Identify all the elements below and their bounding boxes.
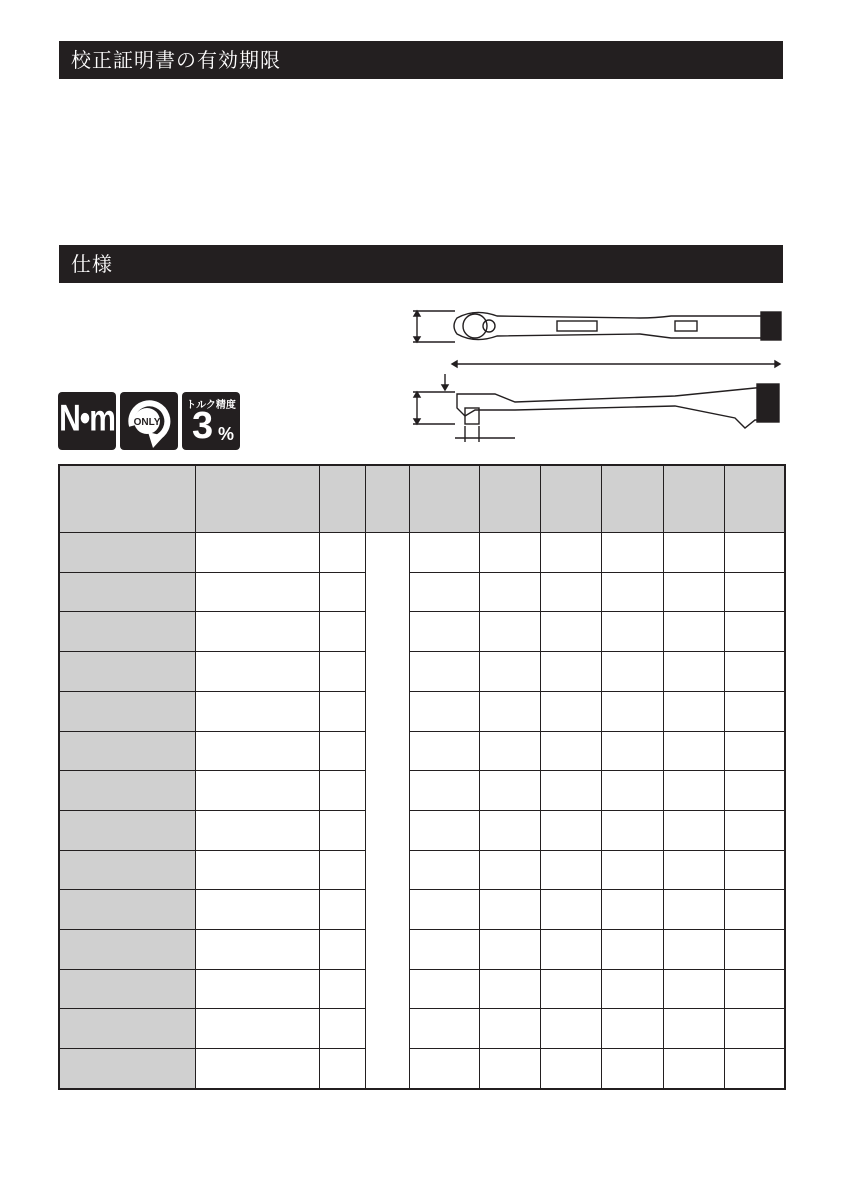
table-row (59, 850, 785, 890)
table-cell (540, 930, 601, 970)
model-cell (59, 969, 195, 1009)
table-cell (724, 533, 785, 573)
table-cell (479, 731, 540, 771)
table-cell (479, 612, 540, 652)
wrench-top-view (413, 311, 781, 367)
table-cell (601, 691, 663, 731)
table-row (59, 1009, 785, 1049)
table-cell (195, 969, 319, 1009)
table-cell (479, 890, 540, 930)
table-cell (601, 771, 663, 811)
table-cell (479, 810, 540, 850)
header-cell (479, 465, 540, 533)
table-cell (724, 890, 785, 930)
table-cell (319, 969, 365, 1009)
table-cell (319, 612, 365, 652)
model-cell (59, 1049, 195, 1089)
table-cell (195, 850, 319, 890)
table-cell (319, 731, 365, 771)
model-cell (59, 691, 195, 731)
table-cell (601, 890, 663, 930)
nm-unit-label: N•m (59, 397, 115, 439)
table-row (59, 890, 785, 930)
torque-accuracy-unit: % (218, 424, 235, 444)
table-cell (319, 1009, 365, 1049)
nm-unit-icon (58, 392, 116, 450)
table-row (59, 810, 785, 850)
table-cell (195, 810, 319, 850)
table-cell (540, 691, 601, 731)
table-cell (663, 969, 724, 1009)
table-cell (540, 850, 601, 890)
model-cell (59, 930, 195, 970)
clockwise-arrow-icon (120, 392, 178, 450)
table-row (59, 533, 785, 573)
table-cell (540, 612, 601, 652)
torque-accuracy-icon (182, 392, 240, 450)
table-cell (409, 930, 479, 970)
table-row (59, 1049, 785, 1089)
table-cell (540, 652, 601, 692)
table-cell (724, 771, 785, 811)
table-cell (409, 731, 479, 771)
table-cell (601, 612, 663, 652)
specifications-table (58, 464, 786, 1090)
table-cell (663, 691, 724, 731)
table-cell (663, 850, 724, 890)
table-row (59, 612, 785, 652)
table-cell (601, 850, 663, 890)
torque-accuracy-value: 3 (192, 405, 214, 447)
table-cell (724, 969, 785, 1009)
table-cell (601, 652, 663, 692)
table-cell (601, 810, 663, 850)
section-title-calibration-validity: 校正証明書の有効期限 (59, 41, 783, 79)
table-row (59, 930, 785, 970)
header-cell (365, 465, 409, 533)
table-cell (601, 1009, 663, 1049)
table-cell (601, 969, 663, 1009)
table-cell (195, 930, 319, 970)
table-cell (195, 691, 319, 731)
header-cell (663, 465, 724, 533)
header-cell (540, 465, 601, 533)
table-cell (663, 771, 724, 811)
table-cell (195, 533, 319, 573)
table-cell (724, 810, 785, 850)
table-cell (540, 890, 601, 930)
table-cell (479, 930, 540, 970)
table-cell (409, 652, 479, 692)
model-cell (59, 850, 195, 890)
table-row (59, 691, 785, 731)
table-cell (409, 850, 479, 890)
table-cell (663, 612, 724, 652)
table-row (59, 771, 785, 811)
table-cell (195, 1049, 319, 1089)
only-label: ONLY (133, 417, 161, 428)
table-row (59, 969, 785, 1009)
table-cell (663, 731, 724, 771)
table-cell (409, 890, 479, 930)
table-row (59, 731, 785, 771)
table-cell (479, 1049, 540, 1089)
table-cell (409, 810, 479, 850)
table-cell (319, 572, 365, 612)
table-cell (409, 1009, 479, 1049)
table-cell (540, 572, 601, 612)
table-cell (663, 1009, 724, 1049)
model-cell (59, 731, 195, 771)
table-cell (409, 969, 479, 1009)
model-cell (59, 771, 195, 811)
table-cell (409, 691, 479, 731)
one-direction-only-icon (120, 392, 178, 450)
table-cell (663, 890, 724, 930)
header-cell (409, 465, 479, 533)
header-cell (724, 465, 785, 533)
table-cell (540, 533, 601, 573)
table-cell (195, 771, 319, 811)
table-cell (319, 930, 365, 970)
table-cell (319, 533, 365, 573)
table-cell (724, 731, 785, 771)
table-cell (195, 572, 319, 612)
table-cell (479, 1009, 540, 1049)
table-cell (409, 533, 479, 573)
table-cell (540, 1009, 601, 1049)
table-cell (724, 850, 785, 890)
table-cell (409, 572, 479, 612)
table-cell (724, 612, 785, 652)
table-cell (319, 850, 365, 890)
table-cell (724, 1009, 785, 1049)
model-cell (59, 1009, 195, 1049)
table-cell (601, 533, 663, 573)
table-cell (724, 1049, 785, 1089)
torque-wrench-drawing (405, 296, 783, 456)
table-cell (319, 652, 365, 692)
table-cell (195, 652, 319, 692)
table-cell (540, 810, 601, 850)
section-title-specifications: 仕様 (59, 245, 783, 283)
table-cell (479, 572, 540, 612)
table-cell (479, 691, 540, 731)
table-cell (724, 930, 785, 970)
table-row (59, 652, 785, 692)
table-cell (540, 1049, 601, 1089)
table-cell (195, 731, 319, 771)
table-cell (409, 771, 479, 811)
table-cell (479, 652, 540, 692)
header-cell (195, 465, 319, 533)
table-cell (601, 572, 663, 612)
table-row (59, 572, 785, 612)
table-cell (365, 533, 409, 1090)
table-cell (663, 652, 724, 692)
table-header-row (59, 465, 785, 533)
header-cell (601, 465, 663, 533)
table-cell (724, 572, 785, 612)
table-cell (663, 572, 724, 612)
table-cell (479, 969, 540, 1009)
table-cell (409, 612, 479, 652)
table-cell (663, 533, 724, 573)
table-cell (663, 1049, 724, 1089)
table-cell (601, 930, 663, 970)
table-cell (724, 691, 785, 731)
table-cell (663, 930, 724, 970)
torque-accuracy-label: トルク精度 (186, 400, 236, 411)
table-cell (540, 771, 601, 811)
table-cell (479, 850, 540, 890)
header-cell (319, 465, 365, 533)
table-cell (319, 691, 365, 731)
model-cell (59, 612, 195, 652)
table-cell (724, 652, 785, 692)
model-cell (59, 652, 195, 692)
table-cell (319, 771, 365, 811)
header-cell (59, 465, 195, 533)
table-cell (195, 890, 319, 930)
table-cell (319, 810, 365, 850)
wrench-side-view (413, 374, 779, 442)
table-cell (195, 1009, 319, 1049)
model-cell (59, 810, 195, 850)
table-cell (540, 731, 601, 771)
table-cell (319, 1049, 365, 1089)
table-cell (195, 612, 319, 652)
table-cell (601, 1049, 663, 1089)
table-cell (319, 890, 365, 930)
table-cell (540, 969, 601, 1009)
table-cell (409, 1049, 479, 1089)
model-cell (59, 890, 195, 930)
table-cell (479, 533, 540, 573)
model-cell (59, 572, 195, 612)
table-cell (601, 731, 663, 771)
table-cell (663, 810, 724, 850)
table-cell (479, 771, 540, 811)
model-cell (59, 533, 195, 573)
